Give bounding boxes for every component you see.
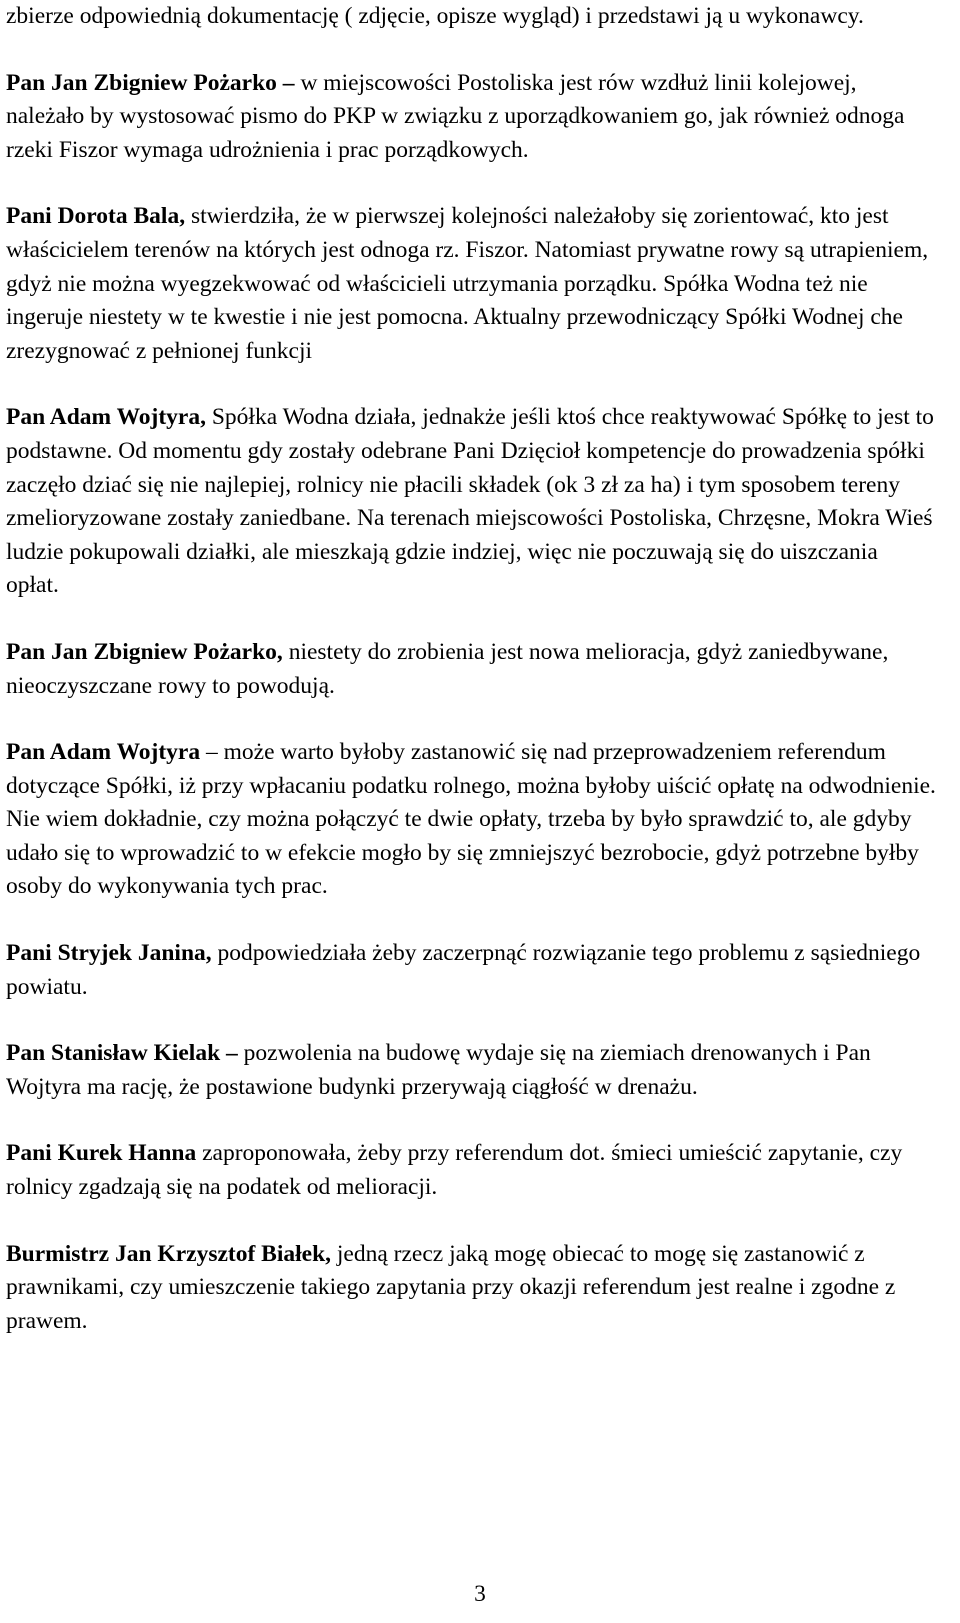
paragraph-statement bbox=[6, 1037, 936, 1104]
speaker-name: Pan Jan Zbigniew Pożarko, bbox=[6, 638, 283, 665]
paragraph-continuation bbox=[6, 0, 936, 34]
speaker-name: Pan Adam Wojtyra bbox=[6, 739, 201, 766]
speaker-name: Pani Stryjek Janina, bbox=[6, 940, 212, 967]
paragraph-text: zbierze odpowiednią dokumentację ( zdjęcie, opisze wygląd) i przedstawi ją u wykonawcy. bbox=[6, 3, 864, 29]
speaker-name: Pan Adam Wojtyra, bbox=[6, 404, 206, 431]
speaker-name: Pani Kurek Hanna bbox=[6, 1140, 197, 1167]
paragraph-text: niestety do zrobienia jest nowa melioracja, gdyż zaniedbywane, nieoczyszczane rowy to powodują. bbox=[6, 638, 889, 699]
speaker-name: Pani Dorota Bala, bbox=[6, 203, 186, 230]
paragraph-statement bbox=[6, 937, 936, 1004]
paragraph-statement bbox=[6, 1137, 936, 1204]
paragraph-text: podpowiedziała żeby zaczerpnąć rozwiązanie tego problemu z sąsiedniego powiatu. bbox=[6, 940, 921, 1000]
speaker-name: Burmistrz Jan Krzysztof Białek, bbox=[6, 1240, 332, 1267]
paragraph-text: Spółka Wodna działa, jednakże jeśli ktoś chce reaktywować Spółkę to jest to podstawne. Od momentu gdy zostały odebrane Pani Dzięcioł kompetencje do prowadzenia spółki zaczęło dziać się nie najlepiej, rolnicy nie płacili składek (ok 3 zł za ha) i tym sposobem tereny zmelioryzowane zostały zaniedbane. Na terenach miejscowości Postoliska, Chrzęsne, Mokra Wieś ludzie pokupowali działki, ale mieszkają gdzie indziej, więc nie poczuwają się do uiszczania opłat. bbox=[6, 404, 934, 599]
paragraph-statement bbox=[6, 401, 936, 603]
paragraph-text: w miejscowości Postoliska jest rów wzdłuż linii kolejowej, należało by wystosować pismo do PKP w związku z uporządkowaniem go, jak również odnoga rzeki Fiszor wymaga udrożnienia i prac porządkowych. bbox=[6, 69, 905, 163]
paragraph-statement bbox=[6, 67, 936, 168]
speaker-name: Pan Jan Zbigniew Pożarko – bbox=[6, 69, 295, 96]
document-page bbox=[6, 0, 936, 1338]
paragraph-text: zaproponowała, żeby przy referendum dot. śmieci umieścić zapytanie, czy rolnicy zgadzają się na podatek od melioracji. bbox=[6, 1140, 903, 1201]
paragraph-statement bbox=[6, 1238, 936, 1339]
paragraph-statement bbox=[6, 636, 936, 703]
paragraph-text: stwierdziła, że w pierwszej kolejności należałoby się zorientować, kto jest właścicielem terenów na których jest odnoga rz. Fiszor. Natomiast prywatne rowy są utrapieniem, gdyż nie można wyegzekwować od właścicieli utrzymania porządku. Spółka Wodna też nie ingeruje niestety w te kwestie i nie jest pomocna. Aktualny przewodniczący Spółki Wodnej che zrezygnować z pełnionej funkcji bbox=[6, 203, 929, 364]
speaker-name: Pan Stanisław Kielak – bbox=[6, 1040, 238, 1067]
paragraph-statement bbox=[6, 736, 936, 904]
paragraph-text: pozwolenia na budowę wydaje się na ziemiach drenowanych i Pan Wojtyra ma rację, że postawione budynki przerywają ciągłość w drenażu. bbox=[6, 1040, 871, 1100]
paragraph-statement bbox=[6, 200, 936, 368]
paragraph-text: jedną rzecz jaką mogę obiecać to mogę się zastanowić z prawnikami, czy umieszczenie takiego zapytania przy okazji referendum jest realne i zgodne z prawem. bbox=[6, 1240, 896, 1334]
paragraph-text: – może warto byłoby zastanowić się nad przeprowadzeniem referendum dotyczące Spółki, iż przy wpłacaniu podatku rolnego, można byłoby uiścić opłatę na odwodnienie. Nie wiem dokładnie, czy można połączyć te dwie opłaty, trzeba by było sprawdzić to, ale gdyby udało się to wprowadzić to w efekcie mogło by się zmniejszyć bezrobocie, gdyż potrzebne byłby osoby do wykonywania tych prac. bbox=[6, 739, 936, 900]
page-number: 3 bbox=[474, 1581, 486, 1607]
